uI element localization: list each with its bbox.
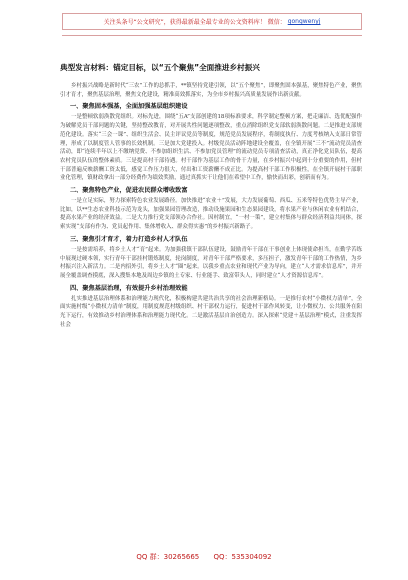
intro-paragraph: 乡村振兴战略是新时代“三农”工作的总抓手，**镇坚持党建引领，以“五个聚焦”，即聚焦固本强基，聚焦特色产业，聚焦引才育才，聚焦基层治理，聚焦文化建设，精准高效抓落实，为全市乡村振兴高质量发展作出新贡献。 bbox=[60, 83, 362, 98]
section-paragraph-1: 一是整顿软弱涣散党组织。对标先进，围绕“五A”支部创建的18项标准要求，科学制定整顿方案，把走廉洁、选优配强作为破解党员干部问题的关键，坚持整改教育，对开展共性问题逐项整改，重点消除组织党支部软弱涣散问题。二是推进支部规范化建设。落实“三会一课”、组织生活会、民主评议党员等制度，规范党员发展程序，将制度执行、力度考核纳入支部日常管理，形成了以制度管人管事的长效机制。三是加大党建投入。村级党员活动阵地建设全覆盖，在全镇开展“三不”流动党员清查活动，即“连续半年以上不缴纳党费、不参加组织生活、不参加党员管理”的流动党员专项清查活动，真正净化党员队伍，提高农村党员队伍的整体素质。三是提高村干部待遇。村干部作为基层工作的骨干力量，在乡村振兴中起到十分重要的作用，但村干部普遍反映薪酬工资太低，感觉工作压力很大，付出和工资薪酬不成正比。为提高村干部工作积极性，在全镇开展村干部职业化管理，镇财政拿出一部分经费作为绩效奖励，通过真抓实干让他们在希望中工作，愉快而出彩，创新而有为。 bbox=[60, 114, 362, 182]
section-paragraph-2: 一是立足实际，努力探索特色农业发展路径。加快推进“农业＋”发展，大力发展葡萄、西瓜、五米等特色优势主导产业，比如，以**生态农业科技示范为龙头，加强果园管理改造，推动设施果园和生态果园建设，将水果产业与休闲农业有机结合，提高水果产业的经济效益。二是大力推行党支部领办合作社。因村制宜，“一村一策”，建立村集体与群众经济利益共同体，探索实现“支部有作为、党员起作用、集体增收入、群众得实惠”的乡村振兴新路子。 bbox=[60, 198, 362, 231]
section-heading-3: 三、聚焦引才育才，着力打造乡村人才队伍 bbox=[70, 235, 188, 243]
document-body bbox=[60, 82, 362, 330]
section-heading-1: 一、聚焦固本强基，全面加强基层组织建设 bbox=[70, 103, 188, 111]
promo-banner-text: 关注头条号“公文研究”，获得最新最全最专业的公文资料库！ 微信： bbox=[103, 19, 286, 26]
page-footer bbox=[0, 552, 408, 562]
section-heading-2: 二、聚焦特色产业，促进农民群众增收致富 bbox=[70, 187, 188, 195]
footer-qq-group: QQ 群：30265665 bbox=[136, 553, 200, 561]
header-divider bbox=[62, 35, 362, 36]
document-title: 典型发言材料：锚定目标，以“五个聚焦”全面推进乡村振兴 bbox=[60, 63, 260, 72]
promo-banner-link[interactable]: gongwenyj bbox=[287, 18, 321, 25]
footer-qq: QQ：535304092 bbox=[213, 553, 272, 561]
section-paragraph-4: 扎实推进基层治理体系和治理能力现代化，积极构建共建共治共享的社会治理新格局。一是推行农村“小微权力清单”，全面实施村级“小微权力清单”制度，用制度规范村级组织、村干部权力运行，促进村干部作风转变，让小微权力、公共服务在阳光下运行，有效推动乡村治理体系和治理能力现代化。二是激活基层自治创造力。深入探索“党建＋基层治理”模式，注重发挥社会 bbox=[60, 295, 362, 328]
section-heading-4: 四、聚焦基层治理，有效提升乡村治理效能 bbox=[70, 284, 188, 292]
promo-banner bbox=[62, 13, 362, 30]
section-paragraph-3: 一是按需培养，将乡土人才“育”起来。为加强我镇干部队伍建设，鼓励青年干部在干事创业上体现使命担当，在勤学苦练中展现过硬本领，实行青年干部挂村锻炼制度，轮岗制度，对青年干部严格要求，多压担子，激发青年干部的工作热情，为乡村振兴注入新活力。二是内招外引，将乡土人才“圈”起来。以我乡重点农业和现代产业为导向，建立“人才需求信息库”，并开展全覆盖调查摸底，深入搜集本地及周边乡镇的土专家、行业能手、致富带头人，同时建立“人才资源信息库”。 bbox=[60, 246, 362, 279]
